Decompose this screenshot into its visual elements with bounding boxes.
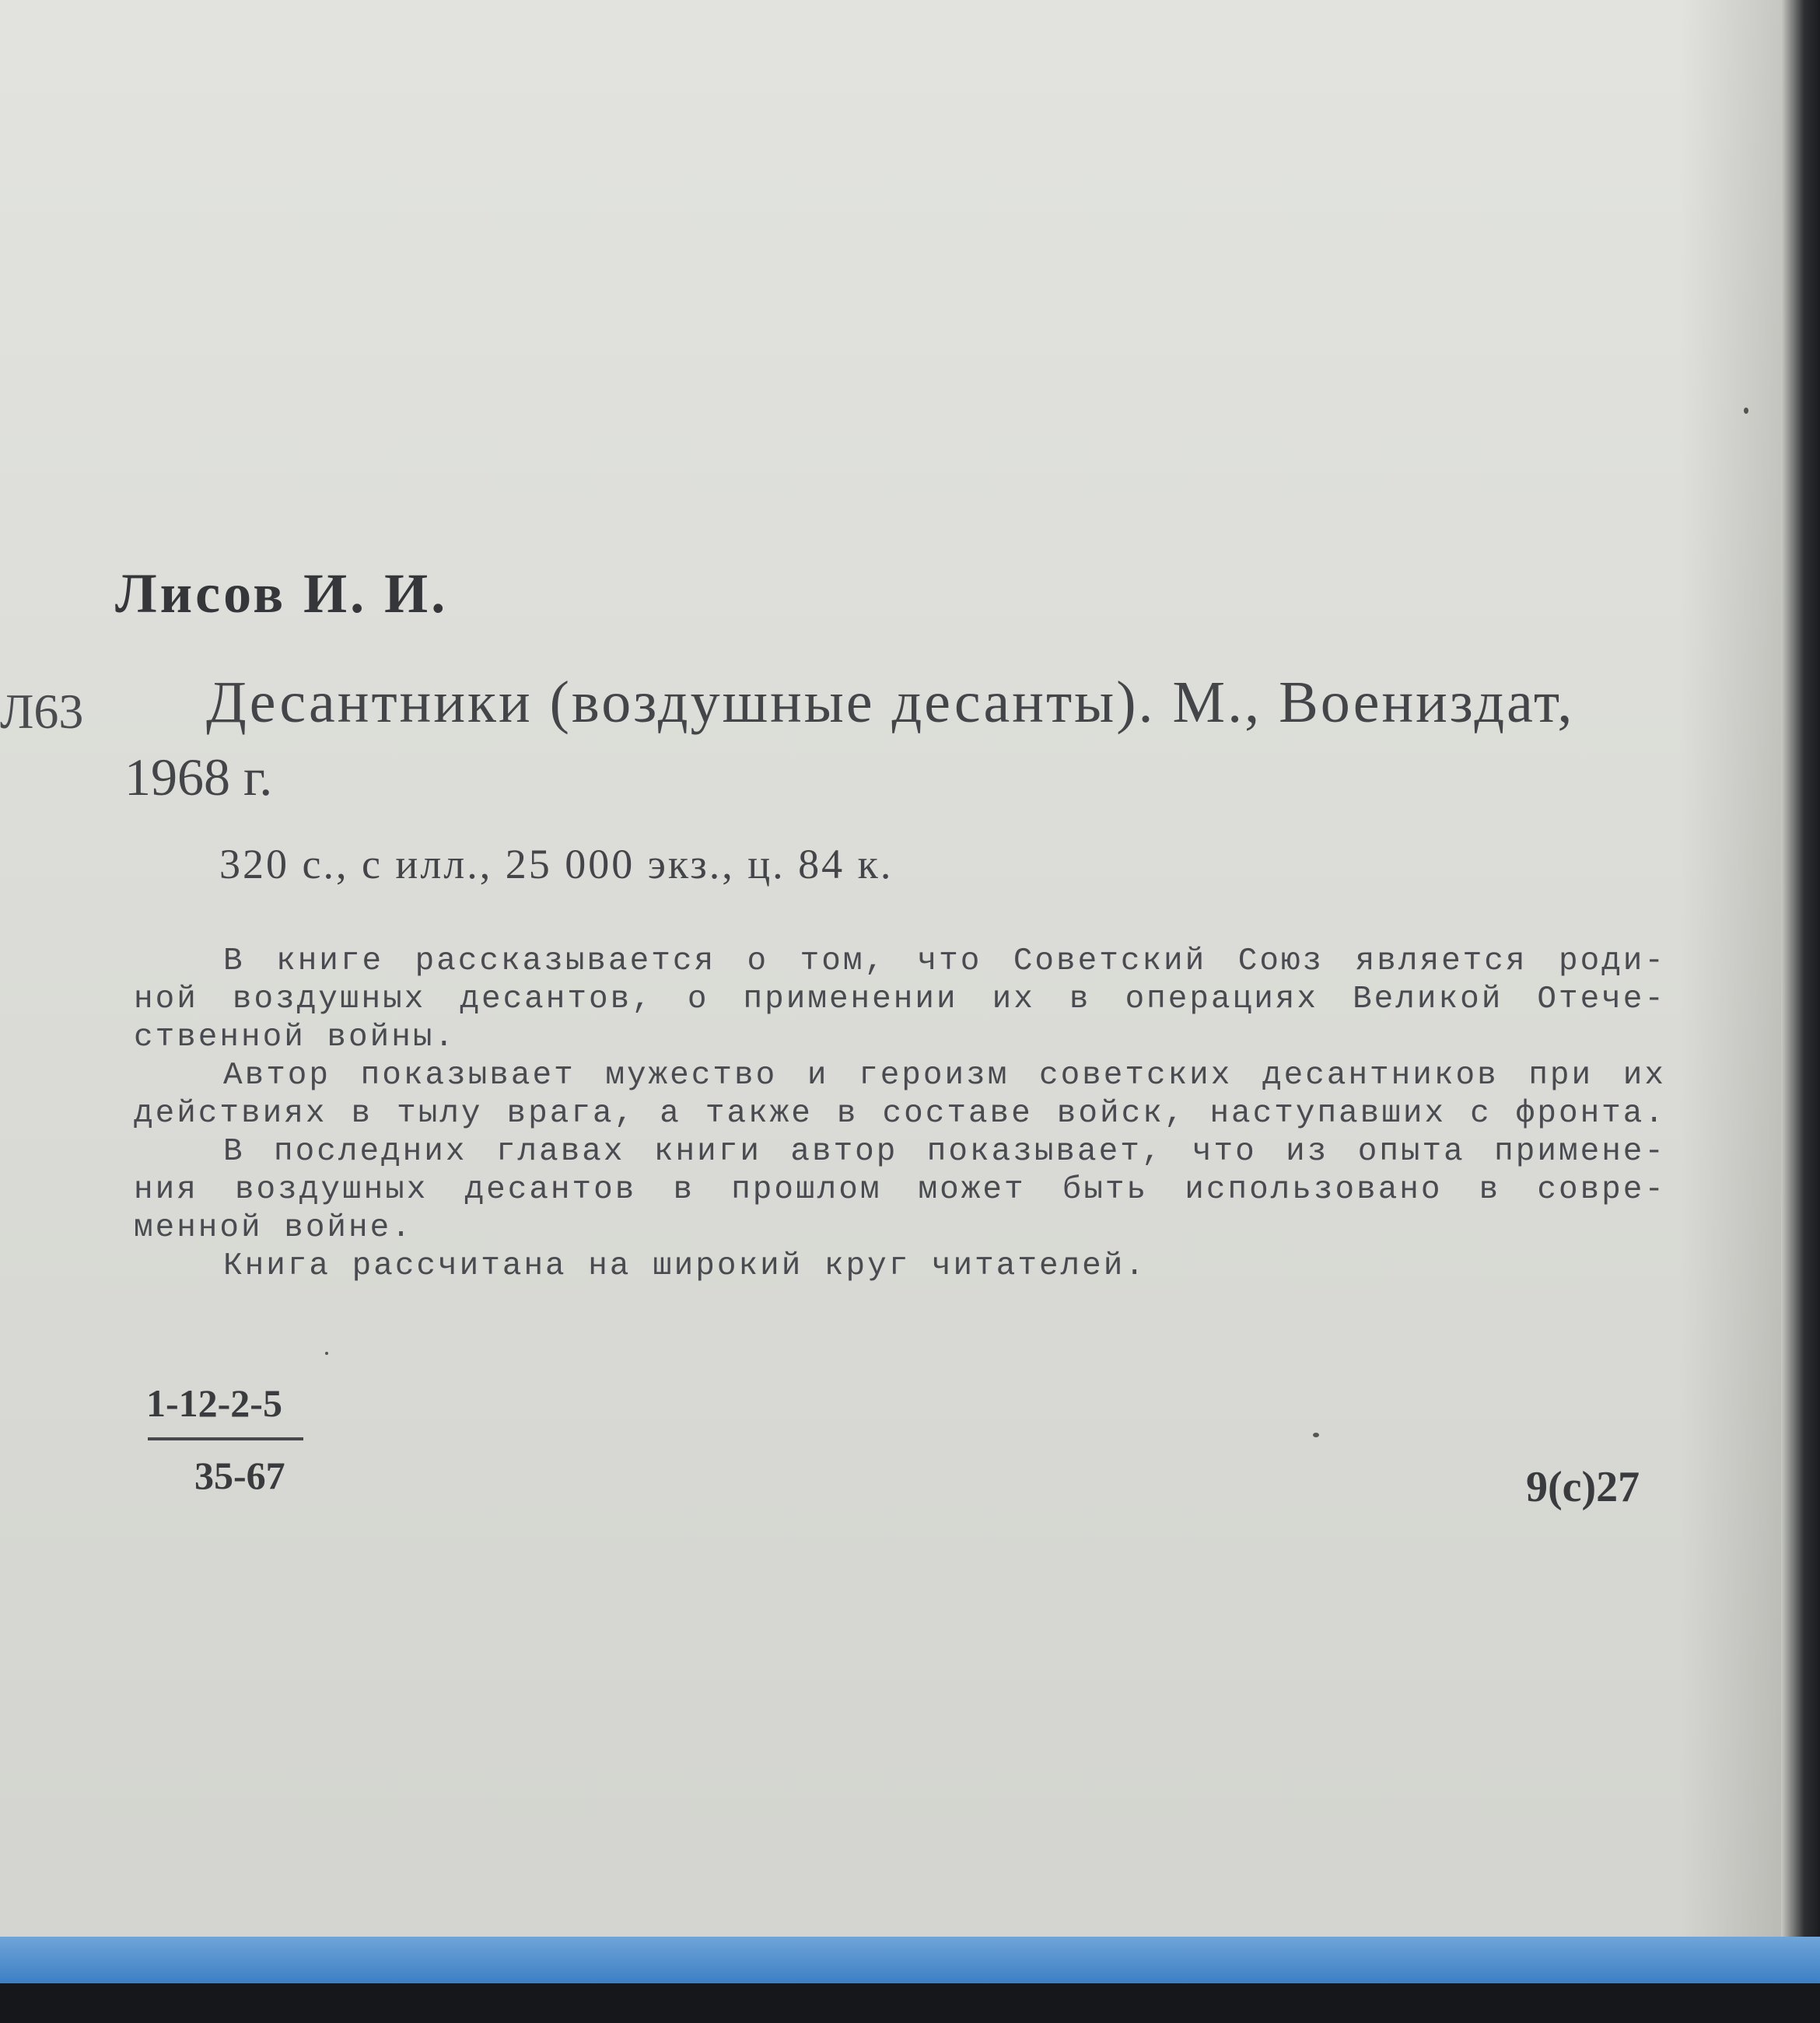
code-numerator: 1-12-2-5 bbox=[146, 1381, 282, 1425]
background-surface bbox=[0, 1983, 1820, 2023]
paper-speck bbox=[325, 1352, 328, 1355]
annotation-line: ния воздушных десантов в прошлом может быть использовано в совре- bbox=[134, 1172, 1666, 1208]
annotation-line: Автор показывает мужество и героизм советских десантников при их bbox=[223, 1058, 1666, 1094]
annotation-line: действиях в тылу врага, а также в составе войск, наступавших с фронта. bbox=[134, 1096, 1666, 1132]
annotation-line: менной войне. bbox=[134, 1210, 413, 1246]
publication-year: 1968 г. bbox=[124, 747, 273, 807]
classification-number: Л63 bbox=[0, 684, 84, 739]
annotation bbox=[134, 943, 1666, 1286]
annotation-line: Книга рассчитана на широкий круг читателей. bbox=[223, 1248, 1146, 1284]
author-name: Лисов И. И. bbox=[115, 562, 449, 625]
bbk-code: 9(с)27 bbox=[1526, 1463, 1640, 1511]
paper-speck bbox=[1744, 408, 1748, 414]
annotation-line: ной воздушных десантов, о применении их в операциях Великой Отече- bbox=[134, 982, 1666, 1017]
annotation-line: ственной войны. bbox=[134, 1020, 457, 1055]
annotation-line: В последних главах книги автор показывает, что из опыта примене- bbox=[223, 1134, 1666, 1170]
book-binding-edge bbox=[1781, 0, 1820, 2023]
publication-details: 320 с., с илл., 25 000 экз., ц. 84 к. bbox=[219, 841, 894, 887]
paper-speck bbox=[1313, 1433, 1319, 1437]
fraction-rule bbox=[148, 1437, 303, 1440]
annotation-line: В книге рассказывается о том, что Советский Союз является роди- bbox=[223, 943, 1666, 979]
book-title-line: Десантники (воздушные десанты). М., Воениздат, bbox=[206, 670, 1575, 735]
book-cover-edge bbox=[0, 1937, 1820, 1983]
code-denominator: 35-67 bbox=[194, 1454, 285, 1497]
